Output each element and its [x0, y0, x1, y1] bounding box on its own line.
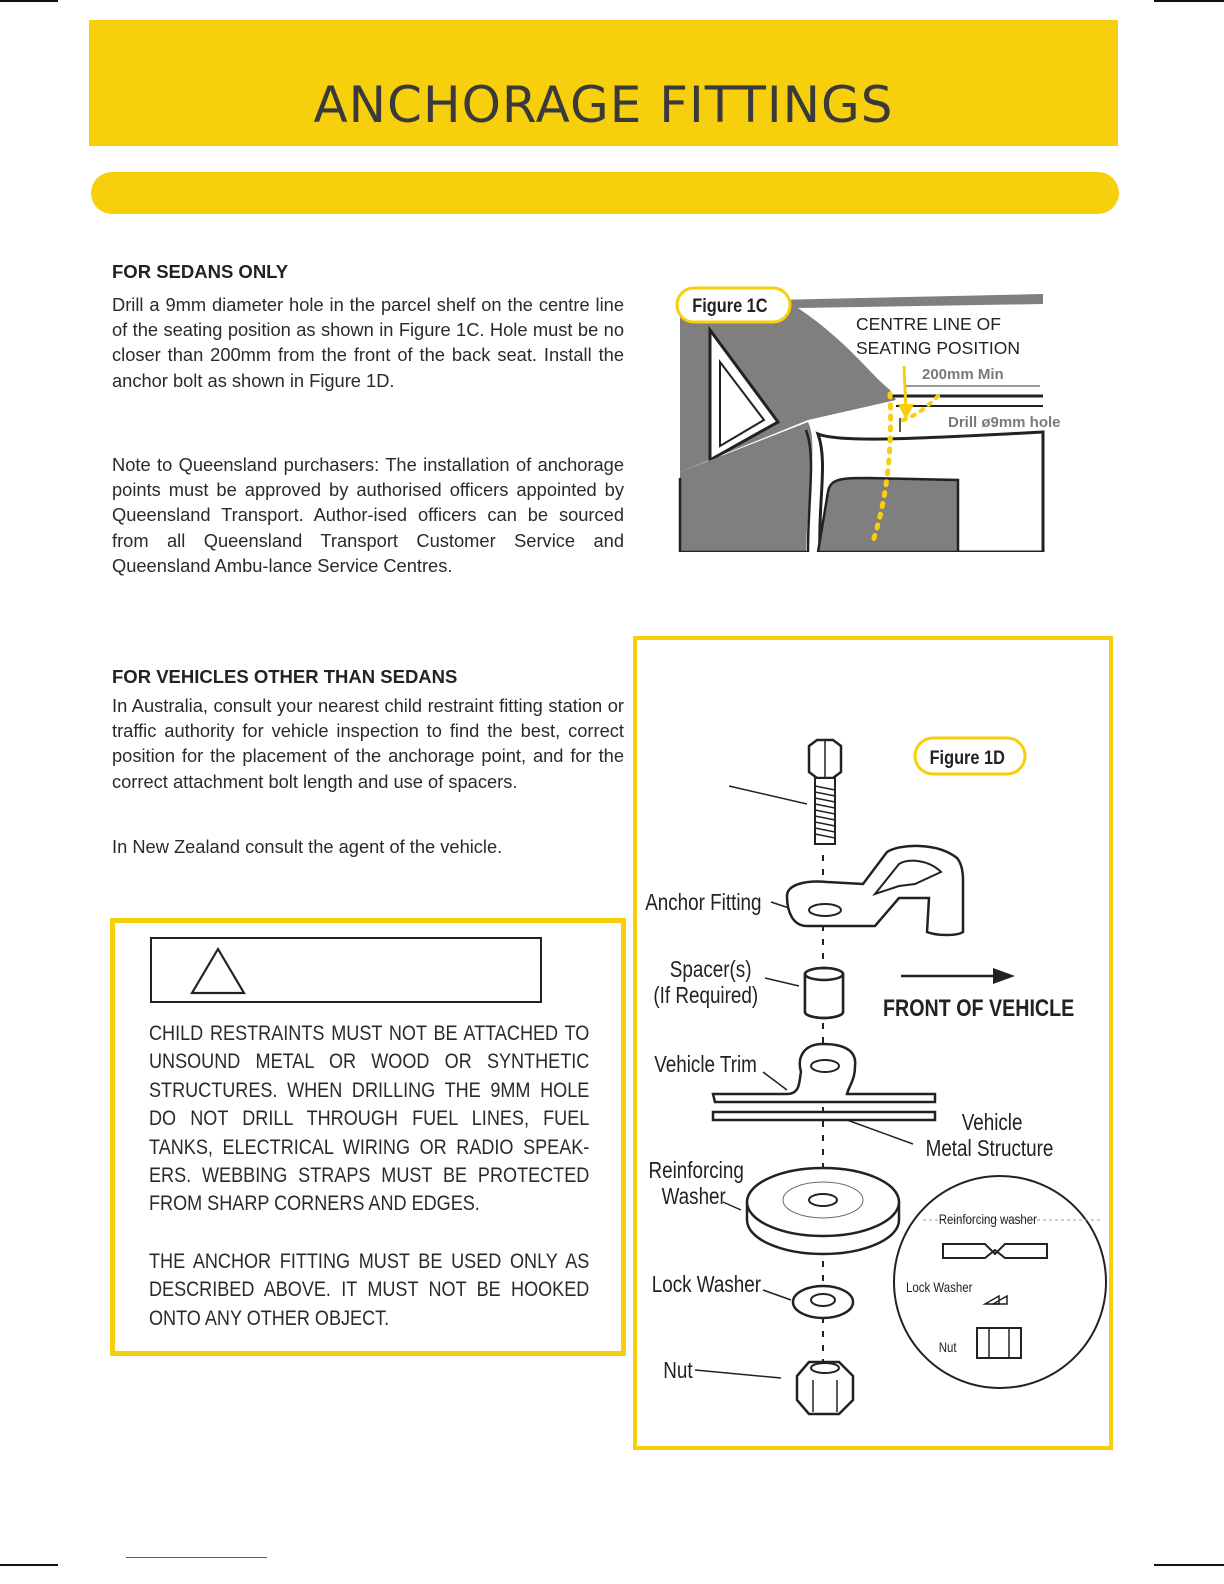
anchor-fitting — [771, 846, 963, 935]
crop-mark — [0, 0, 58, 2]
detail-reinforcing-label: Reinforcing washer — [938, 1210, 1037, 1228]
detail-nut-label: Nut — [938, 1338, 957, 1356]
footer-link-line — [126, 1557, 267, 1558]
spacer-label-2: (If Required) — [653, 983, 759, 1009]
warning-triangle-icon — [188, 941, 248, 999]
warning-header — [150, 937, 542, 1003]
nut-label: Nut — [663, 1358, 693, 1384]
anchor-bolt — [729, 740, 841, 844]
crop-mark — [0, 1564, 58, 1566]
sedans-heading: FOR SEDANS ONLY — [112, 261, 289, 282]
warning-text-2: THE ANCHOR FITTING MUST BE USED ONLY AS DESCRIBED ABOVE. IT MUST NOT BE HOOKED ONTO ANY OTHER OBJECT. — [149, 1250, 590, 1330]
other-vehicles-heading: FOR VEHICLES OTHER THAN SEDANS — [112, 666, 458, 687]
page-title: ANCHORAGE FITTINGS — [313, 76, 894, 134]
sedans-paragraph: Drill a 9mm diameter hole in the parcel shelf on the centre line of the seating position as shown in Figure 1C. Hole must be no closer than 200mm from the front of the back seat. Install the anchor bolt as shown in Figure 1D. — [112, 294, 624, 391]
section-bar — [91, 172, 1119, 214]
title-banner — [89, 20, 1118, 146]
figure-1c — [668, 282, 1088, 552]
min-distance-label: 200mm Min — [922, 366, 1004, 383]
metal-structure — [713, 1112, 935, 1120]
centre-line-label-1: CENTRE LINE OF — [856, 314, 1001, 334]
reinforcing-washer-label-2: Washer — [661, 1184, 726, 1210]
other-vehicles-paragraph: In Australia, consult your nearest child restraint fitting station or traffic authority for vehicle inspection to find the best, correct position for the placement of the anchorage point, and for the correct attachment bolt length and use of spacers. — [112, 695, 624, 792]
crop-mark — [1154, 1564, 1224, 1566]
figure-1c-label: Figure 1C — [692, 294, 768, 317]
lock-washer — [763, 1286, 853, 1318]
lock-washer-label: Lock Washer — [651, 1272, 762, 1298]
vehicle-trim-label: Vehicle Trim — [654, 1052, 757, 1078]
detail-lock-washer-label: Lock Washer — [905, 1278, 973, 1296]
figure-1d — [637, 640, 1109, 1446]
seat-cushion — [818, 478, 958, 552]
warning-text-1: CHILD RESTRAINTS MUST NOT BE ATTACHED TO UNSOUND METAL OR WOOD OR SYNTHETIC STRUCTURES. WHEN DRILLING THE 9MM HOLE DO NOT DRILL THROUGH FUEL LINES, FUEL TANKS, ELECTRICAL WIRING OR RADIO SPEAK-ERS. WEBBING STRAPS MUST BE PROTECTED FROM SHARP CORNERS AND EDGES. — [149, 1022, 590, 1216]
figure-1d-label: Figure 1D — [929, 746, 1005, 769]
metal-structure-label-1: Vehicle — [961, 1110, 1023, 1136]
anchor-fitting-label: Anchor Fitting — [645, 890, 762, 916]
front-of-vehicle-label: FRONT OF VEHICLE — [883, 994, 1075, 1022]
queensland-note: Note to Queensland purchasers: The installation of anchorage points must be approved by authorised officers appointed by Queensland Transport. Author-ised officers can be sourced from all Queensland Transport Customer Service and Queensland Ambu-lance Service Centres. — [112, 454, 624, 576]
metal-structure-label-2: Metal Structure — [925, 1136, 1054, 1162]
nut — [695, 1362, 853, 1414]
spacer — [765, 968, 843, 1018]
centre-line-label-2: SEATING POSITION — [856, 338, 1021, 358]
spacer-label-1: Spacer(s) — [669, 957, 752, 983]
new-zealand-paragraph: In New Zealand consult the agent of the vehicle. — [112, 836, 503, 857]
drill-label: Drill ø9mm hole — [948, 414, 1061, 431]
crop-mark — [1154, 0, 1224, 2]
reinforcing-washer-label-1: Reinforcing — [648, 1158, 744, 1184]
reinforcing-washer — [723, 1168, 899, 1254]
